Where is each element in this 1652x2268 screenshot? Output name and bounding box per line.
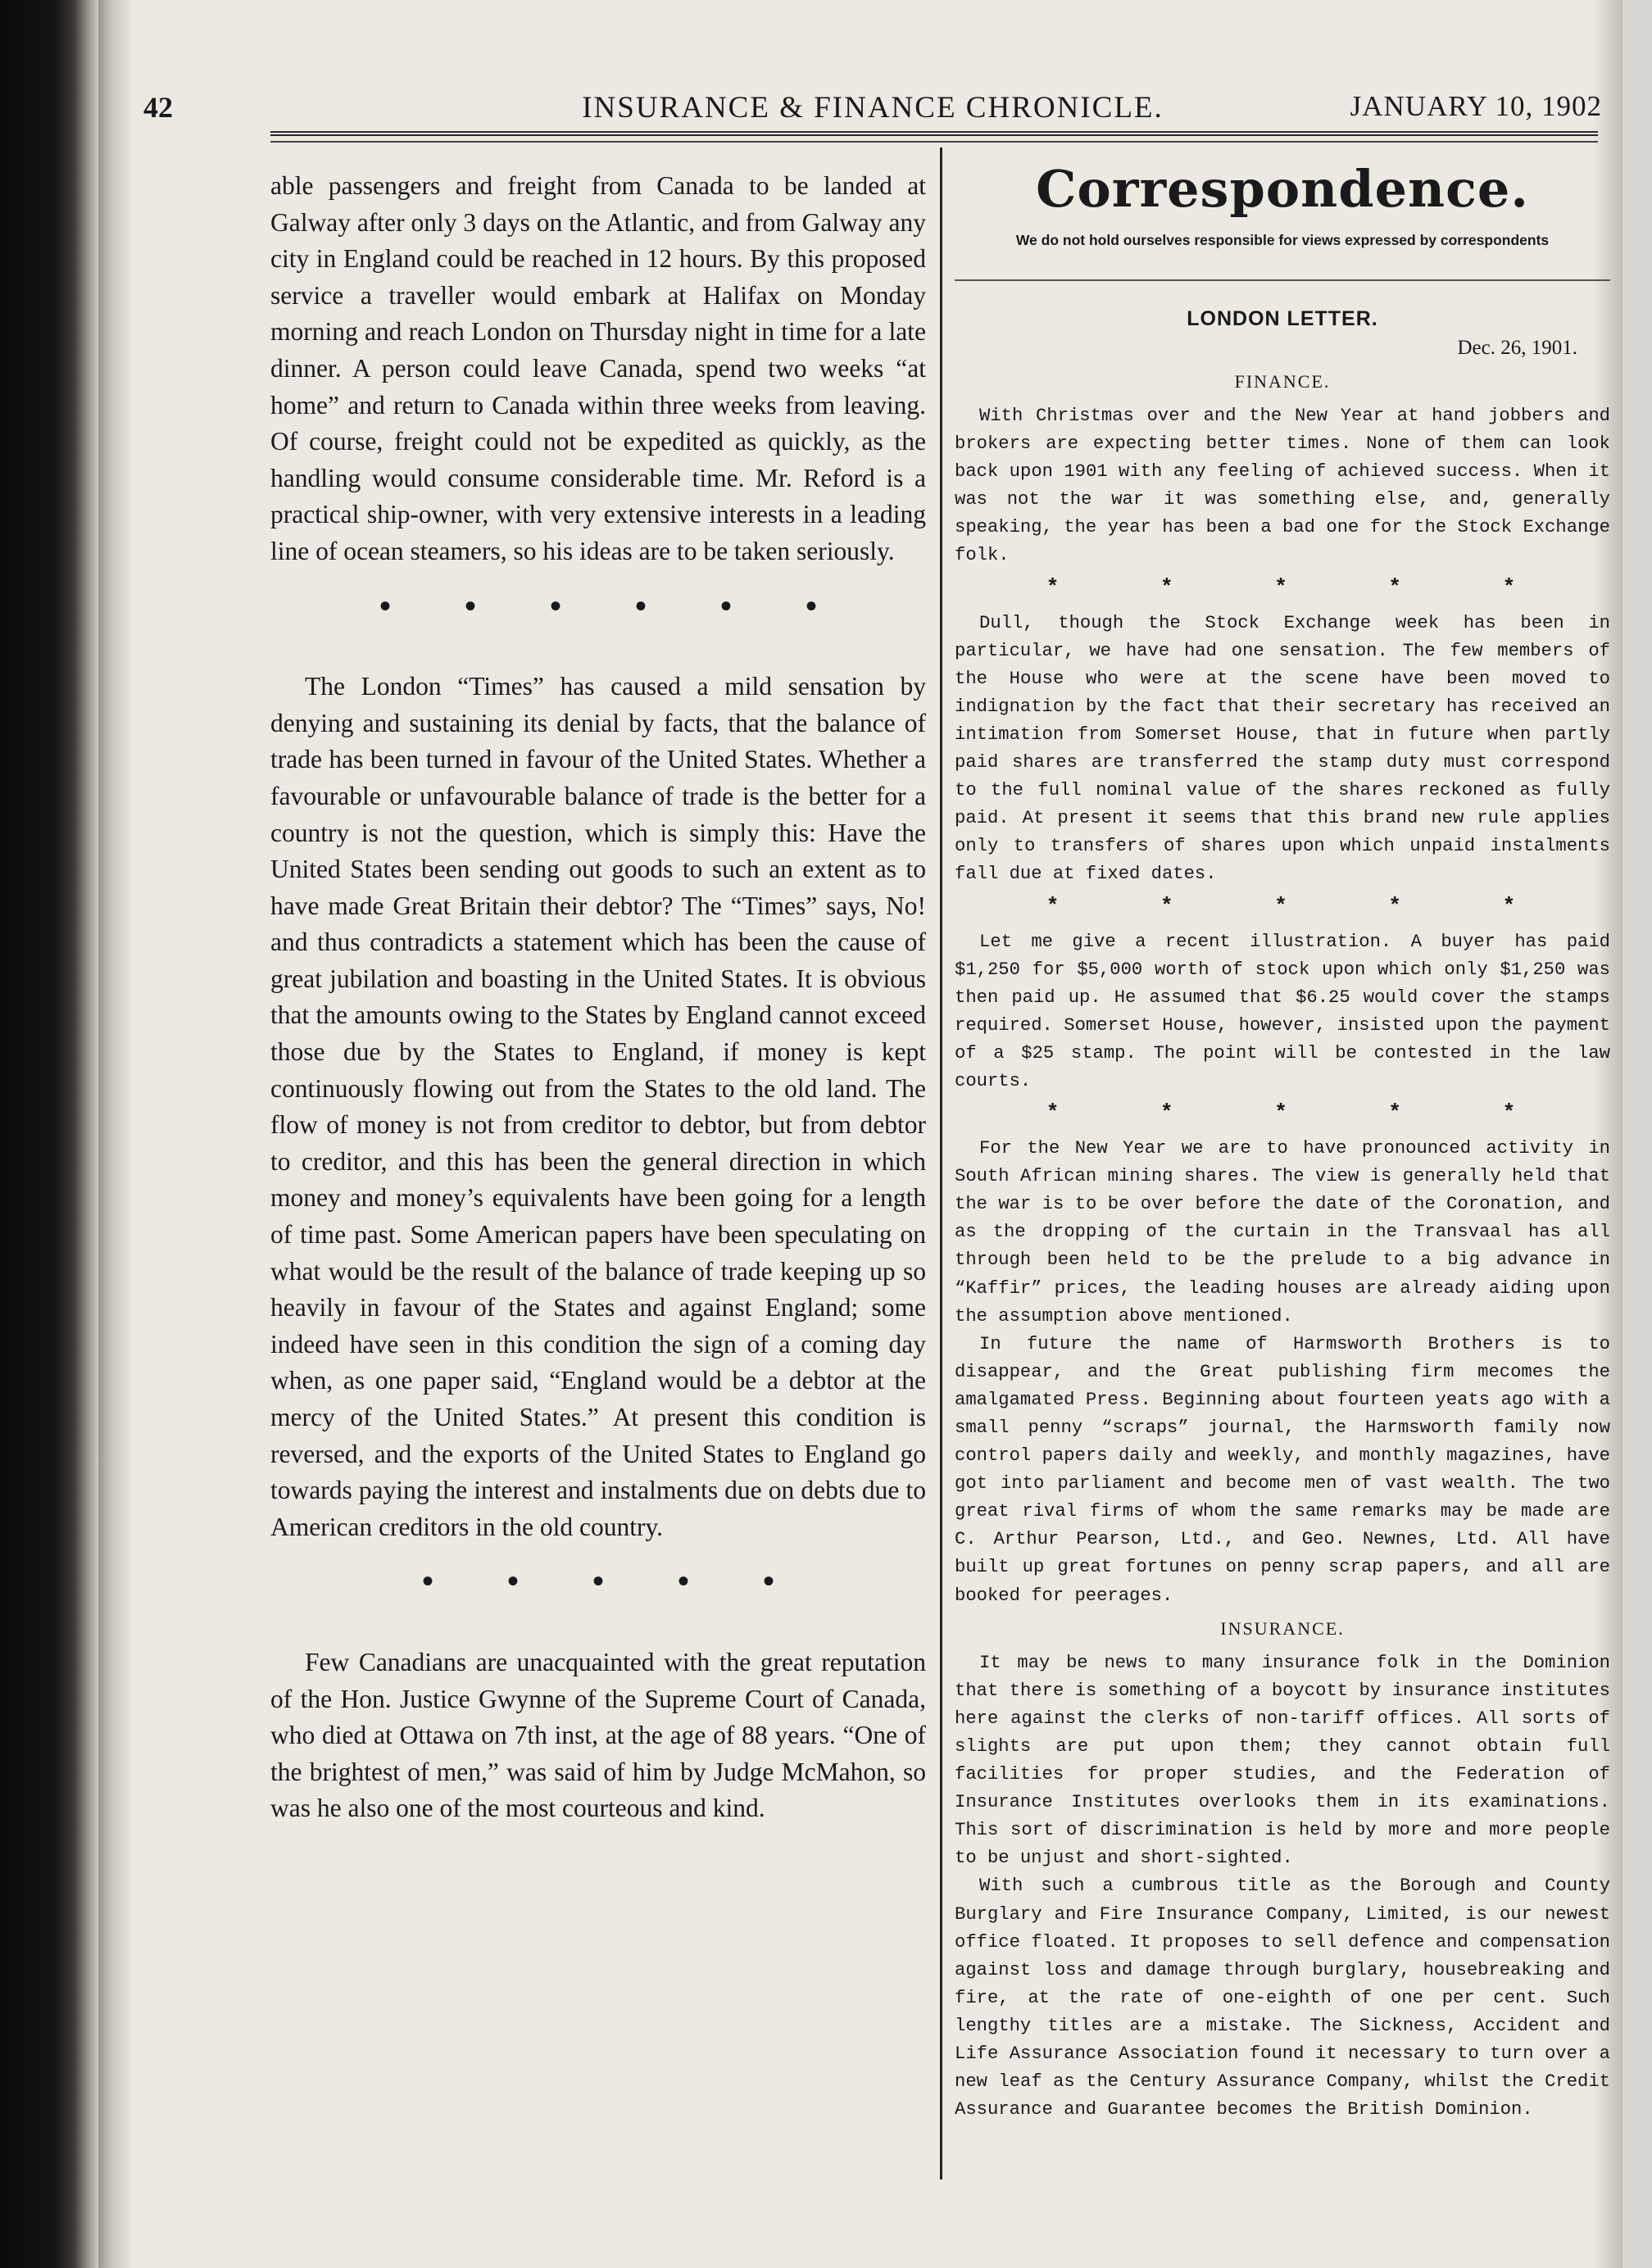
correspondence-heading: Correspondence. xyxy=(1036,159,1529,219)
letter-paragraph: For the New Year we are to have pronounced activity in South African mining shares. The view is generally held that the war is to be over before the date of the Coronation, and as the dropping of the curtain in the Transvaal has all through been held to be the prelude to a big advance in “Kaffir” prices, the leading houses are already aiding upon the assumption above mentioned. xyxy=(955,1138,1610,1327)
article-paragraph-gwynne: Few Canadians are unacquainted with the great reputation of the Hon. Justice Gwynne of the Supreme Court of Canada, who died at Ottawa on 7th inst, at the age of 88 years. “One of the brightest of men,” was said of him by Judge McMahon, so was he also one of the most courteous and kind. xyxy=(270,1647,926,1823)
letter-date: Dec. 26, 1901. xyxy=(1457,337,1577,359)
header-rule xyxy=(270,141,1598,143)
article-paragraph-times: The London “Times” has caused a mild sensation by denying and sustaining its denial by facts, that the balance of trade has been turned in favour of the United States. Whether a favourable or unfavourable balance of trade is the better for a country is not the question, which is simply this: Have the United States been sending out goods to such an extent as to have made Great Britain their debtor? The “Times” says, No! and thus contradicts a statement which has been the cause of great jubilation and boasting in the United States. It is obvious that the amounts owing to the States by England cannot exceed those due by the States to England, if money is kept continuously flowing out from the States to the old land. The flow of money is not from creditor to debtor, but from debtor to creditor, and this has been the general direction in which money and money’s equivalents have been going for a length of time past. Some American papers have been speculating on what would be the result of the balance of trade keeping up so heavily in favour of the States and against England; some indeed have seen in this condition the sign of a coming day when, as one paper said, “England would be a debtor at the mercy of the United States.” At present this condition is reversed, and the exports of the United States to England go towards paying the interest and instalments due on debts due to American creditors in the old country. xyxy=(270,672,926,1541)
section-break-stars: * * * * * xyxy=(1046,574,1560,600)
letter-paragraph: With Christmas over and the New Year at hand jobbers and brokers are expecting better times. None of them can look back upon 1901 with any feeling of achieved success. When it was not the war it was something else, and, generally speaking, the year has been a bad one for the Stock Exchange folk. xyxy=(955,406,1610,566)
section-break-dots: • • • • • • xyxy=(379,587,851,624)
section-break-stars: * * * * * xyxy=(1046,1100,1560,1126)
letter-paragraph: With such a cumbrous title as the Borough and County Burglary and Fire Insurance Company, Limited, is our newest office floated. It proposes to sell defence and compensation against loss and damage through burglary, housebreaking and fire, at the rate of one-eighth of one per cent. Such lengthy titles are a mistake. The Sickness, Accident and Life Assurance Association found it necessary to turn over a new leaf as the Century Assurance Company, whilst the Credit Assurance and Guarantee becomes the British Dominion. xyxy=(955,1876,1610,2121)
running-header xyxy=(143,90,1602,131)
page-number: 42 xyxy=(143,91,173,124)
correspondence-disclaimer: We do not hold ourselves responsible for views expressed by correspondents xyxy=(1015,232,1550,248)
header-double-rule xyxy=(270,131,1598,136)
article-paragraph-continued: able passengers and freight from Canada to be landed at Galway after only 3 days on the Atlantic, and from Galway any city in England could be reached in 12 hours. By this proposed service a traveller would embark at Halifax on Monday morning and reach London on Thursday night in time for a late dinner. A person could leave Canada, spend two weeks “at home” and return to Canada within three weeks from leaving. Of course, freight could not be expedited as quickly, as the handling would consume considerable time. Mr. Reford is a practical ship-owner, with very extensive interests in a leading line of ocean steamers, so his ideas are to be taken seriously. xyxy=(270,171,926,565)
book-binding-shadow xyxy=(0,0,98,2268)
right-column xyxy=(955,160,1610,2124)
column-separator xyxy=(940,147,942,2180)
section-break-dots: • • • • • xyxy=(421,1563,808,1600)
insurance-subheading: INSURANCE. xyxy=(1220,1617,1345,1639)
issue-date: JANUARY 10, 1902 xyxy=(1350,90,1602,122)
letter-title: LONDON LETTER. xyxy=(1187,307,1378,330)
letter-paragraph: In future the name of Harmsworth Brothers is to disappear, and the Great publishing firm mecomes the amalgamated Press. Beginning about fourteen yeats ago with a small penny “scraps” journal, the Harmsworth family now control papers daily and weekly, and monthly magazines, have got into parliament and become men of vast wealth. The two great rival firms of whom the same remarks may be made are C. Arthur Pearson, Ltd., and Geo. Newnes, Ltd. All have built up great fortunes on penny scrap papers, and all are booked for peerages. xyxy=(955,1333,1610,1606)
finance-subheading: FINANCE. xyxy=(1234,371,1331,392)
letter-paragraph: Let me give a recent illustration. A buyer has paid $1,250 for $5,000 worth of stock upon which only $1,250 was then paid up. He assumed that $6.25 would cover the stamps required. Somerset House, however, insisted upon the payment of a $25 stamp. The point will be contested in the law courts. xyxy=(955,931,1610,1091)
section-break-stars: * * * * * xyxy=(1046,893,1560,919)
letter-paragraph: Dull, though the Stock Exchange week has been in particular, we have had one sensation. The few members of the House who were at the scene have been moved to indignation by the fact that their secretary has received an intimation from Somerset House, that in future when partly paid shares are transferred the stamp duty must correspond to the full nominal value of the shares reckoned as fully paid. At present it seems that this brand new rule applies only to transfers of shares upon which unpaid instalments fall due at fixed dates. xyxy=(955,612,1610,885)
journal-title: INSURANCE & FINANCE CHRONICLE. xyxy=(582,91,1164,125)
letter-paragraph: It may be news to many insurance folk in the Dominion that there is something of a boycott by insurance institutes here against the clerks of non-tariff offices. All sorts of slights are put upon them; they cannot obtain full facilities for proper studies, and the Federation of Insurance Institutes overlooks them in its examinations. This sort of discrimination is held by more and more people to be unjust and short-sighted. xyxy=(955,1652,1610,1869)
page-gutter xyxy=(98,0,131,2268)
section-rule xyxy=(955,279,1610,281)
left-column xyxy=(270,168,926,1827)
